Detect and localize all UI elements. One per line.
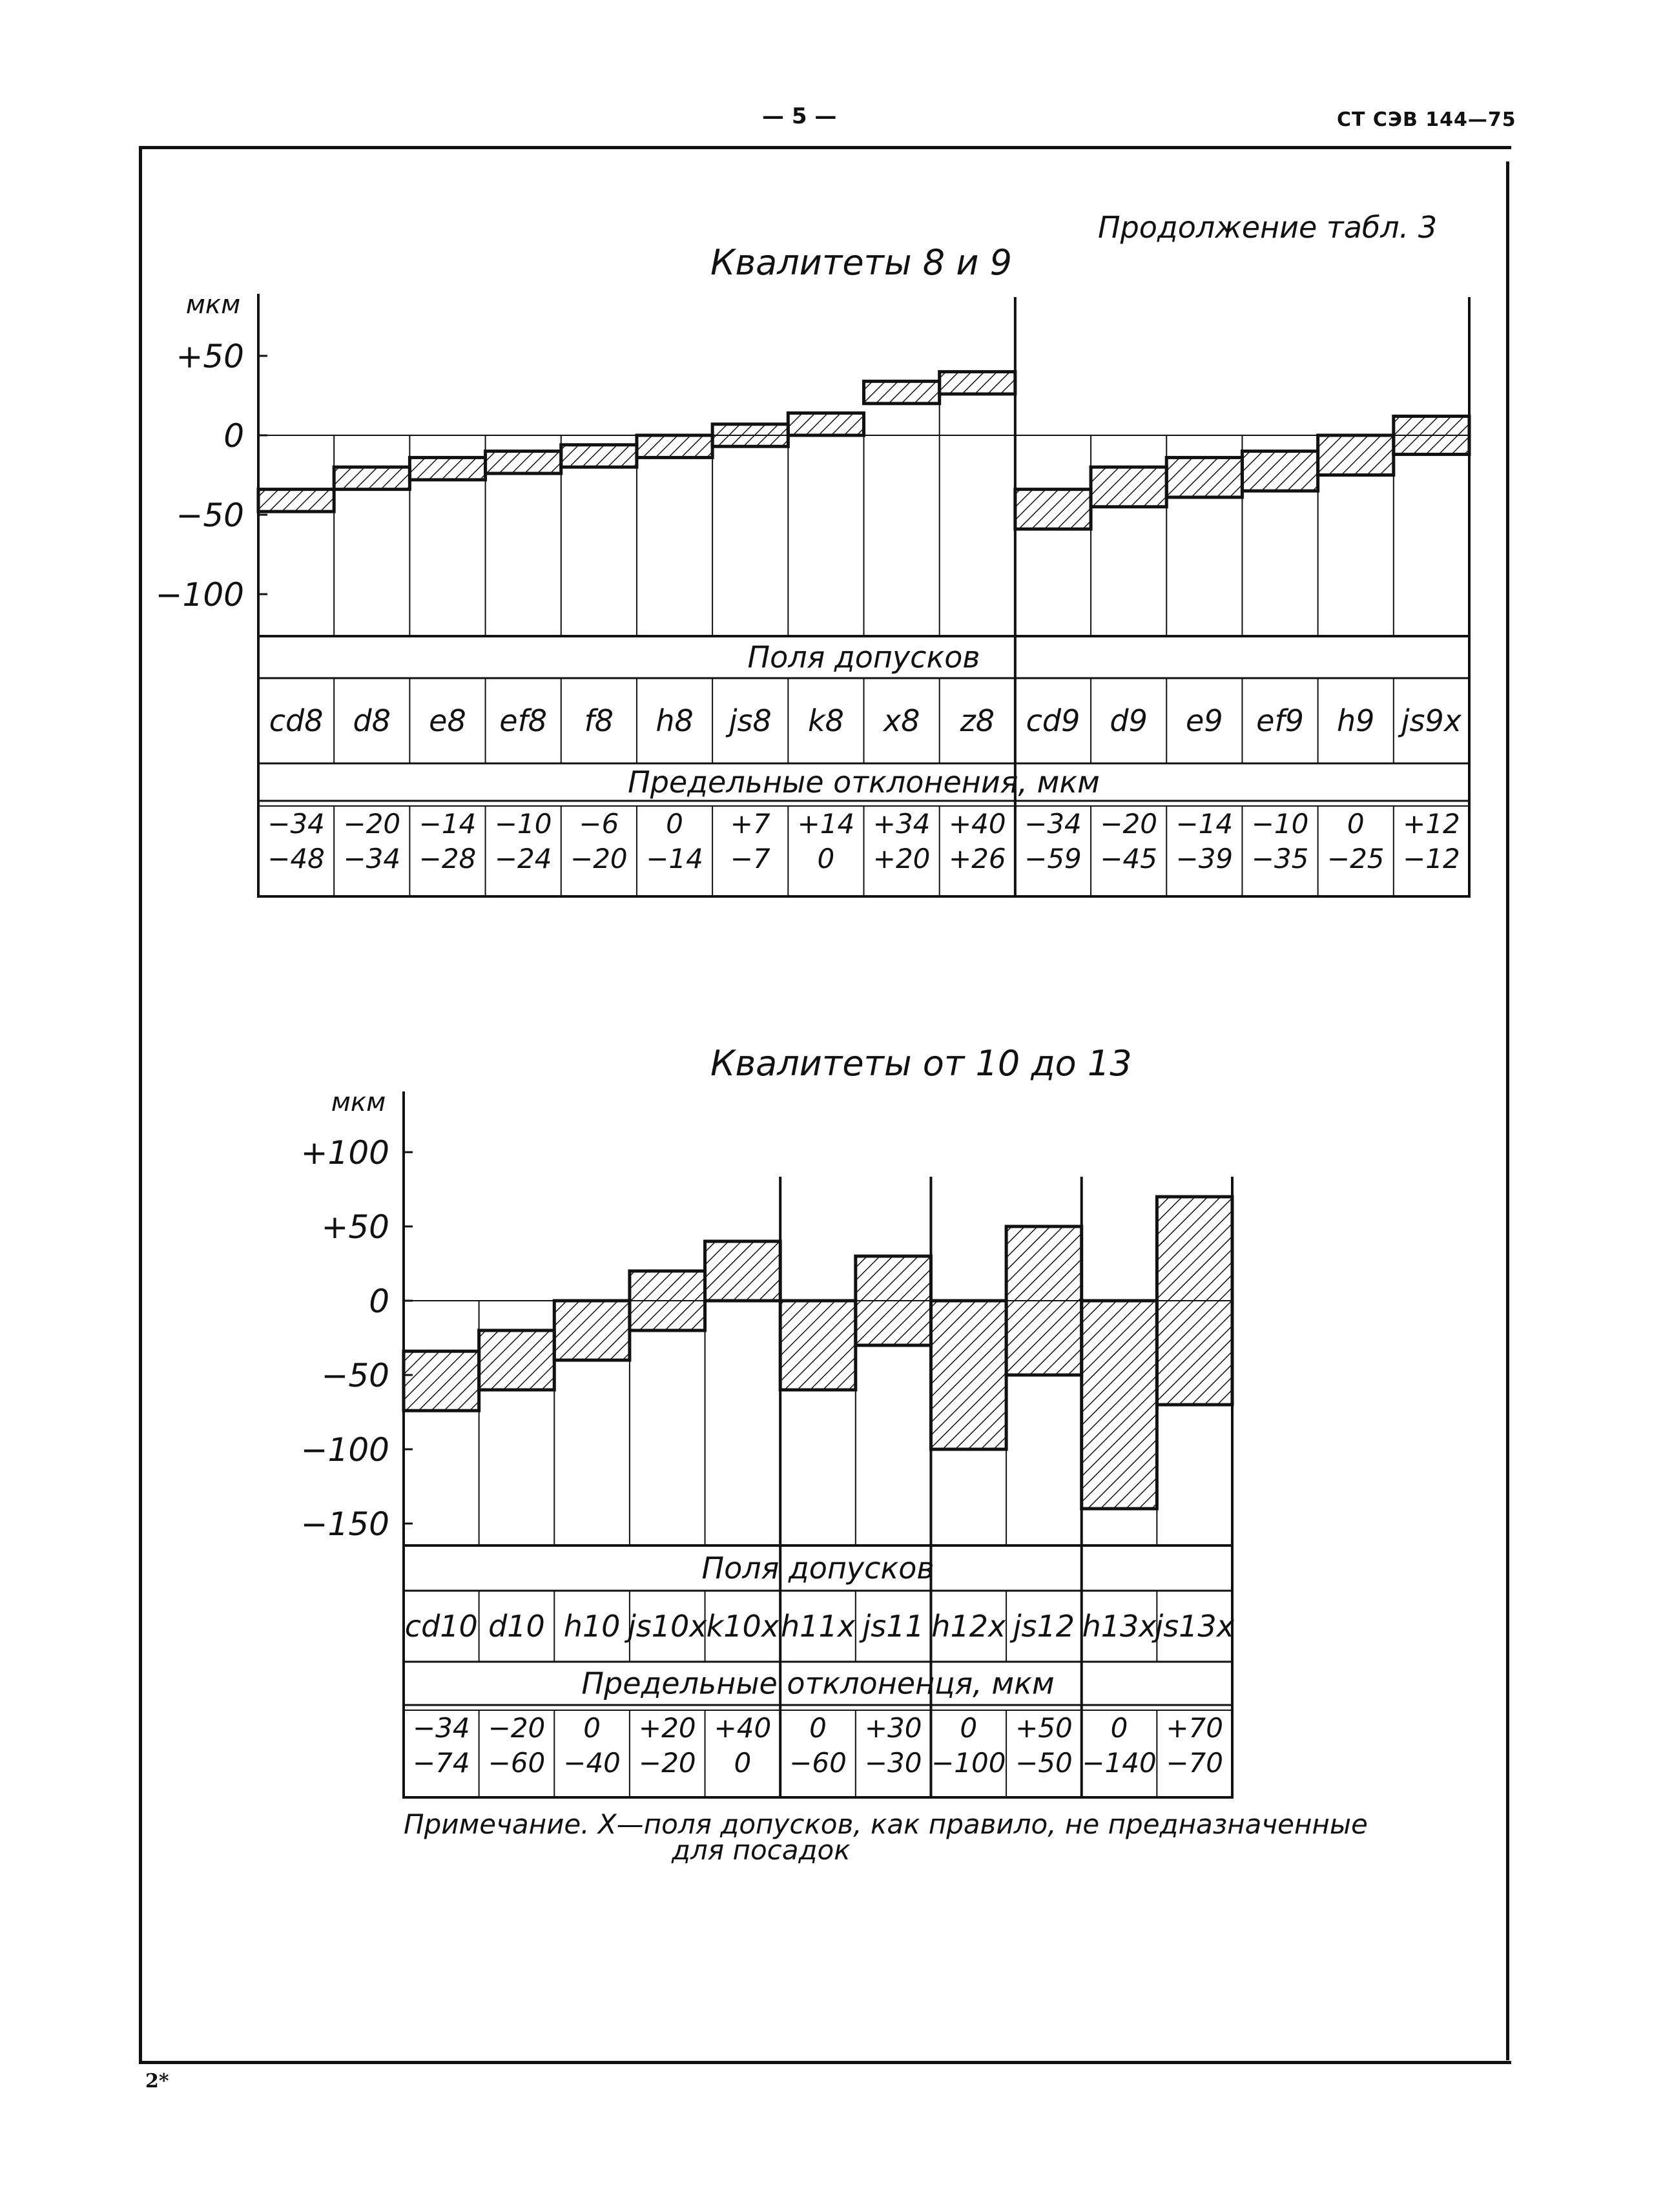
field-label-cd10: cd10 [404, 1609, 478, 1644]
field-label-k10: k10x [706, 1609, 780, 1644]
lower-deviation-h11: −60 [789, 1747, 847, 1779]
fields-header: Поля допусков [701, 1551, 935, 1586]
field-label-js9: js9x [1401, 703, 1462, 738]
tolerance-bar-h10 [554, 1301, 630, 1360]
field-label-h10: h10 [563, 1609, 621, 1644]
tolerance-bar-js9 [1394, 416, 1469, 454]
tolerance-bar-e9 [1166, 457, 1242, 497]
tolerance-bar-js10 [630, 1271, 705, 1330]
field-label-h13: h13x [1082, 1609, 1157, 1644]
lower-deviation-k8: 0 [817, 843, 835, 874]
lower-deviation-e9: −39 [1175, 843, 1234, 874]
upper-deviation-cd9: −34 [1024, 808, 1082, 840]
lower-deviation-js13: −70 [1166, 1747, 1224, 1779]
tolerance-bar-js8 [712, 424, 788, 446]
lower-deviation-ef9: −35 [1251, 843, 1309, 874]
upper-deviation-h11: 0 [809, 1712, 827, 1744]
field-label-h11: h11x [781, 1609, 855, 1644]
field-label-f8: f8 [584, 703, 614, 738]
upper-deviation-js10: +20 [638, 1712, 696, 1744]
footnote-line-1: Примечание. X—поля допусков, как правило, не предназначенные [404, 1808, 1368, 1840]
upper-deviation-h10: 0 [583, 1712, 601, 1744]
lower-deviation-h8: −14 [646, 843, 703, 874]
fields-header: Поля допусков [747, 639, 980, 675]
field-label-h8: h8 [656, 703, 694, 738]
upper-deviation-k8: +14 [797, 808, 855, 840]
field-label-d9: d9 [1110, 703, 1148, 738]
field-label-e8: e8 [429, 703, 466, 738]
lower-deviation-cd8: −48 [267, 843, 325, 874]
upper-deviation-d10: −20 [488, 1712, 546, 1744]
y-tick-label: −100 [155, 576, 244, 614]
chart-1 [156, 290, 1469, 896]
lower-deviation-e8: −28 [418, 843, 477, 874]
lower-deviation-ef8: −24 [494, 843, 552, 874]
tolerance-bar-js12 [1006, 1226, 1082, 1375]
field-label-d10: d10 [488, 1609, 545, 1644]
tolerance-bar-h9 [1318, 435, 1394, 475]
upper-deviation-h13: 0 [1110, 1712, 1128, 1744]
y-tick-label: 0 [223, 417, 244, 455]
upper-deviation-f8: −6 [579, 808, 619, 840]
chart-2 [301, 1088, 1235, 1797]
tolerance-bar-d10 [479, 1330, 555, 1390]
field-label-js8: js8 [728, 703, 772, 738]
lower-deviation-h9: −25 [1327, 843, 1385, 874]
deviations-header: Предельные отклонения, мкм [628, 765, 1100, 800]
lower-deviation-js9: −12 [1403, 843, 1460, 874]
chart1-title: Квалитеты 8 и 9 [710, 242, 1012, 283]
upper-deviation-cd10: −34 [412, 1712, 470, 1744]
upper-deviation-js9: +12 [1403, 808, 1460, 840]
lower-deviation-h13: −140 [1082, 1747, 1157, 1779]
y-axis-unit: мкм [185, 290, 241, 320]
upper-deviation-k10: +40 [714, 1712, 772, 1744]
y-tick-label: +50 [176, 338, 244, 375]
y-axis-unit: мкм [331, 1088, 386, 1117]
y-tick-label: +100 [300, 1134, 389, 1172]
tolerance-bar-ef9 [1242, 451, 1317, 491]
upper-deviation-js11: +30 [864, 1712, 922, 1744]
tolerance-bar-cd10 [404, 1351, 479, 1411]
y-tick-label: −100 [300, 1431, 389, 1469]
field-label-k8: k8 [807, 703, 844, 738]
upper-deviation-ef9: −10 [1251, 808, 1309, 840]
lower-deviation-js8: −7 [730, 843, 770, 874]
tolerance-bar-d8 [334, 467, 409, 489]
upper-deviation-d9: −20 [1100, 808, 1157, 840]
field-label-js13: js13x [1155, 1609, 1234, 1644]
upper-deviation-js8: +7 [730, 808, 770, 840]
field-label-js11: js11 [862, 1609, 924, 1644]
lower-deviation-x8: +20 [873, 843, 931, 874]
tolerance-bar-f8 [561, 445, 637, 467]
upper-deviation-js12: +50 [1015, 1712, 1073, 1744]
lower-deviation-cd10: −74 [412, 1747, 470, 1779]
field-label-d8: d8 [353, 703, 391, 738]
upper-deviation-h9: 0 [1347, 808, 1365, 840]
y-tick-label: −150 [300, 1505, 389, 1543]
tolerance-bar-k8 [788, 413, 863, 435]
tolerance-bar-cd8 [258, 490, 334, 512]
lower-deviation-z8: +26 [948, 843, 1006, 874]
tolerance-bar-h11 [780, 1301, 856, 1390]
lower-deviation-d9: −45 [1100, 843, 1157, 874]
lower-deviation-d8: −34 [343, 843, 401, 874]
page-number: — 5 — [762, 103, 837, 129]
lower-deviation-f8: −20 [570, 843, 628, 874]
field-label-ef9: ef9 [1256, 703, 1304, 738]
tolerance-bar-ef8 [486, 451, 561, 473]
upper-deviation-cd8: −34 [267, 808, 325, 840]
upper-deviation-ef8: −10 [494, 808, 552, 840]
lower-deviation-js11: −30 [864, 1747, 922, 1779]
tolerance-bar-js11 [856, 1256, 931, 1345]
field-label-e9: e9 [1186, 703, 1223, 738]
document-id: СТ СЭВ 144—75 [1337, 109, 1516, 131]
upper-deviation-h8: 0 [666, 808, 683, 840]
field-label-js10: js10x [627, 1609, 707, 1644]
field-label-h9: h9 [1337, 703, 1375, 738]
y-tick-label: +50 [321, 1208, 389, 1246]
tolerance-bar-e8 [409, 457, 485, 479]
lower-deviation-cd9: −59 [1024, 843, 1082, 874]
y-tick-label: −50 [321, 1357, 389, 1394]
lower-deviation-h10: −40 [563, 1747, 621, 1779]
lower-deviation-k10: 0 [734, 1747, 752, 1779]
tolerance-bar-z8 [940, 372, 1015, 394]
chart2-title: Квалитеты от 10 до 13 [710, 1043, 1132, 1084]
tolerance-bar-h8 [637, 435, 712, 457]
y-tick-label: 0 [369, 1283, 389, 1320]
tolerance-bar-x8 [864, 381, 940, 403]
upper-deviation-js13: +70 [1166, 1712, 1224, 1744]
tolerance-bar-h12 [931, 1301, 1006, 1449]
tolerance-bar-cd9 [1015, 490, 1091, 530]
upper-deviation-d8: −20 [343, 808, 401, 840]
upper-deviation-e8: −14 [418, 808, 477, 840]
y-tick-label: −50 [176, 497, 244, 534]
upper-deviation-h12: 0 [960, 1712, 978, 1744]
field-label-z8: z8 [960, 703, 995, 738]
lower-deviation-js12: −50 [1015, 1747, 1073, 1779]
table-continuation-label: Продолжение табл. 3 [1098, 210, 1438, 245]
field-label-js12: js12 [1013, 1609, 1075, 1644]
upper-deviation-x8: +34 [873, 808, 931, 840]
lower-deviation-d10: −60 [488, 1747, 546, 1779]
field-label-cd8: cd8 [269, 703, 324, 738]
lower-deviation-h12: −100 [931, 1747, 1006, 1779]
tolerance-bar-h13 [1082, 1301, 1157, 1509]
deviations-header: Предельные отклоненця, мкм [581, 1666, 1055, 1701]
field-label-h12: h12x [931, 1609, 1006, 1644]
tolerance-bar-js13 [1157, 1197, 1232, 1405]
lower-deviation-js10: −20 [638, 1747, 696, 1779]
footnote-line-2: для посадок [672, 1834, 851, 1866]
field-label-x8: x8 [883, 703, 920, 738]
field-label-cd9: cd9 [1026, 703, 1080, 738]
upper-deviation-e9: −14 [1175, 808, 1234, 840]
signature-mark: 2* [145, 2070, 169, 2093]
tolerance-bar-k10 [705, 1241, 781, 1301]
field-label-ef8: ef8 [499, 703, 548, 738]
tolerance-bar-d9 [1091, 467, 1166, 507]
upper-deviation-z8: +40 [948, 808, 1006, 840]
